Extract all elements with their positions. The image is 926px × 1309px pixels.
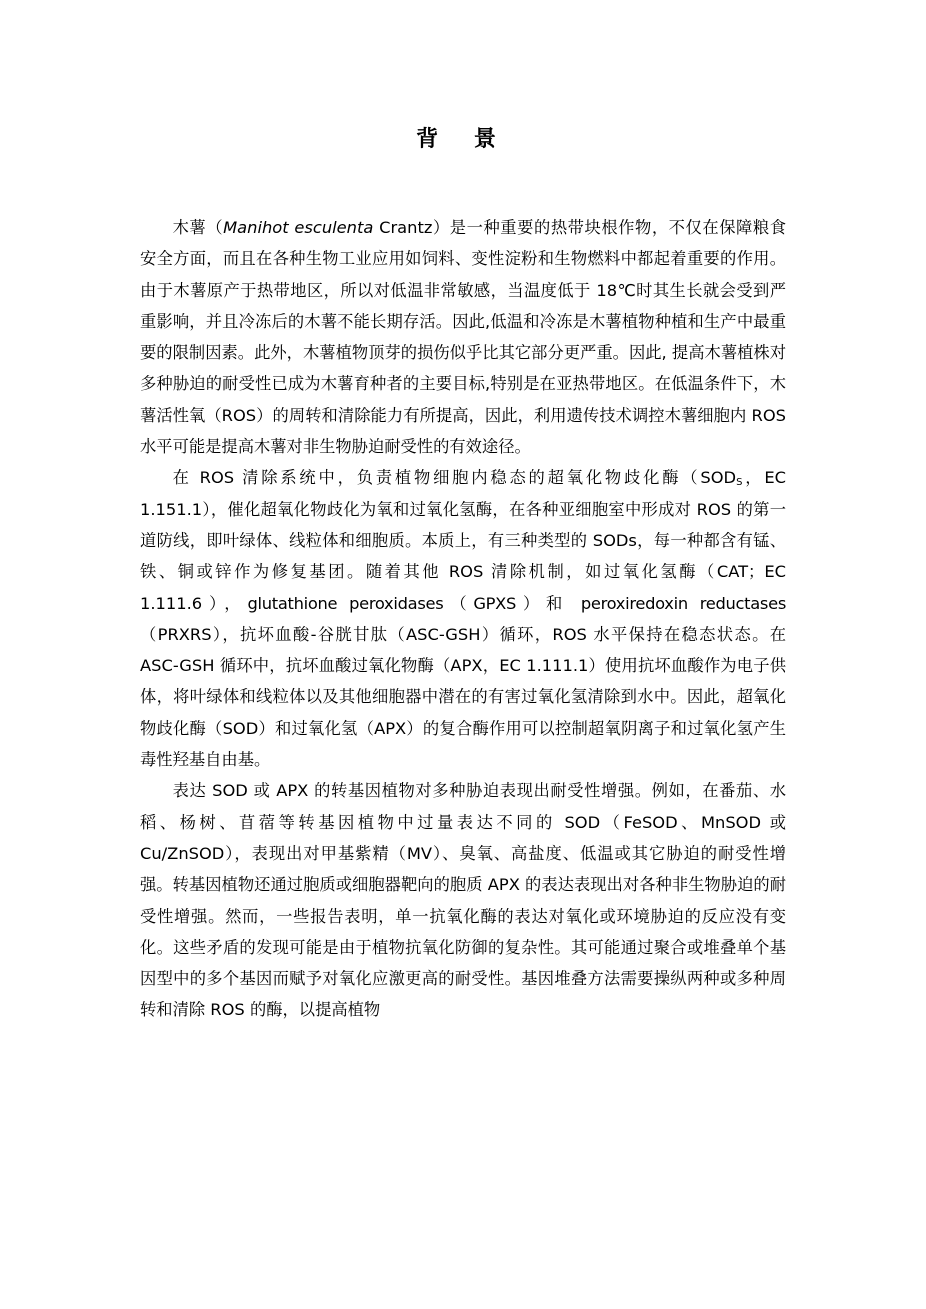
paragraph-2	[140, 462, 786, 775]
p2-text-b: ，EC 1.151.1），催化超氧化物歧化为氧和过氧化氢酶，在各种亚细胞室中形成对 ROS 的第一道防线，即叶绿体、线粒体和细胞质。本质上，有三种类型的 SODs，每一种都含有锰、铁、铜或锌作为修复基团。随着其他 ROS 清除机制，如过氧化氢酶（CAT；EC 1.111.6），	[140, 468, 786, 613]
species-name: Manihot esculenta	[223, 218, 374, 237]
page-title: 背 景	[416, 127, 510, 152]
paragraph-3: 表达 SOD 或 APX 的转基因植物对多种胁迫表现出耐受性增强。例如，在番茄、水稻、杨树、苜蓿等转基因植物中过量表达不同的 SOD（FeSOD、MnSOD 或 Cu/ZnSOD），表现出对甲基紫精（MV）、臭氧、高盐度、低温或其它胁迫的耐受性增强。转基因植物还通过胞质或细胞器靶向的胞质 APX 的表达表现出对各种非生物胁迫的耐受性增强。然而，一些报告表明，单一抗氧化酶的表达对氧化或环境胁迫的反应没有变化。这些矛盾的发现可能是由于植物抗氧化防御的复杂性。其可能通过聚合或堆叠单个基因型中的多个基因而赋予对氧化应激更高的耐受性。基因堆叠方法需要操纵两种或多种周转和清除 ROS 的酶，以提高植物	[140, 781, 786, 1020]
p1-prefix: 木薯（	[172, 218, 224, 237]
p2-text-c: glutathione peroxidases（GPXS）和 peroxiredoxin reductases	[247, 593, 787, 613]
p2-text-d: （PRXRS），抗坏血酸-谷胱甘肽（ASC-GSH）循环，ROS 水平保持在稳态状态。在 ASC-GSH 循环中，抗坏血酸过氧化物酶（APX，EC 1.111.1）使用抗坏血酸作为电子供体，将叶绿体和线粒体以及其他细胞器中潜在的有害过氧化氢清除到水中。因此，超氧化物歧化酶（SOD）和过氧化氢（APX）的复合酶作用可以控制超氧阴离子和过氧化氢产生毒性羟基自由基。	[140, 624, 786, 770]
p1-text: Crantz）是一种重要的热带块根作物，不仅在保障粮食安全方面，而且在各种生物工业应用如饲料、变性淀粉和生物燃料中都起着重要的作用。由于木薯原产于热带地区，所以对低温非常敏感，当温度低于 18℃时其生长就会受到严重影响，并且冷冻后的木薯不能长期存活。因此,低温和冷冻是木薯植物种植和生产中最重要的限制因素。此外，木薯植物顶芽的损伤似乎比其它部分更严重。因此, 提高木薯植株对多种胁迫的耐受性已成为木薯育种者的主要目标,特别是在亚热带地区。在低温条件下，木薯活性氧（ROS）的周转和清除能力有所提高，因此，利用遗传技术调控木薯细胞内 ROS 水平可能是提高木薯对非生物胁迫耐受性的有效途径。	[140, 218, 786, 457]
paragraph-1	[140, 212, 786, 462]
p2-subscript: S	[736, 477, 743, 489]
p2-text-a: 在 ROS 清除系统中，负责植物细胞内稳态的超氧化物歧化酶（SOD	[172, 468, 737, 488]
document-body	[140, 212, 786, 1026]
